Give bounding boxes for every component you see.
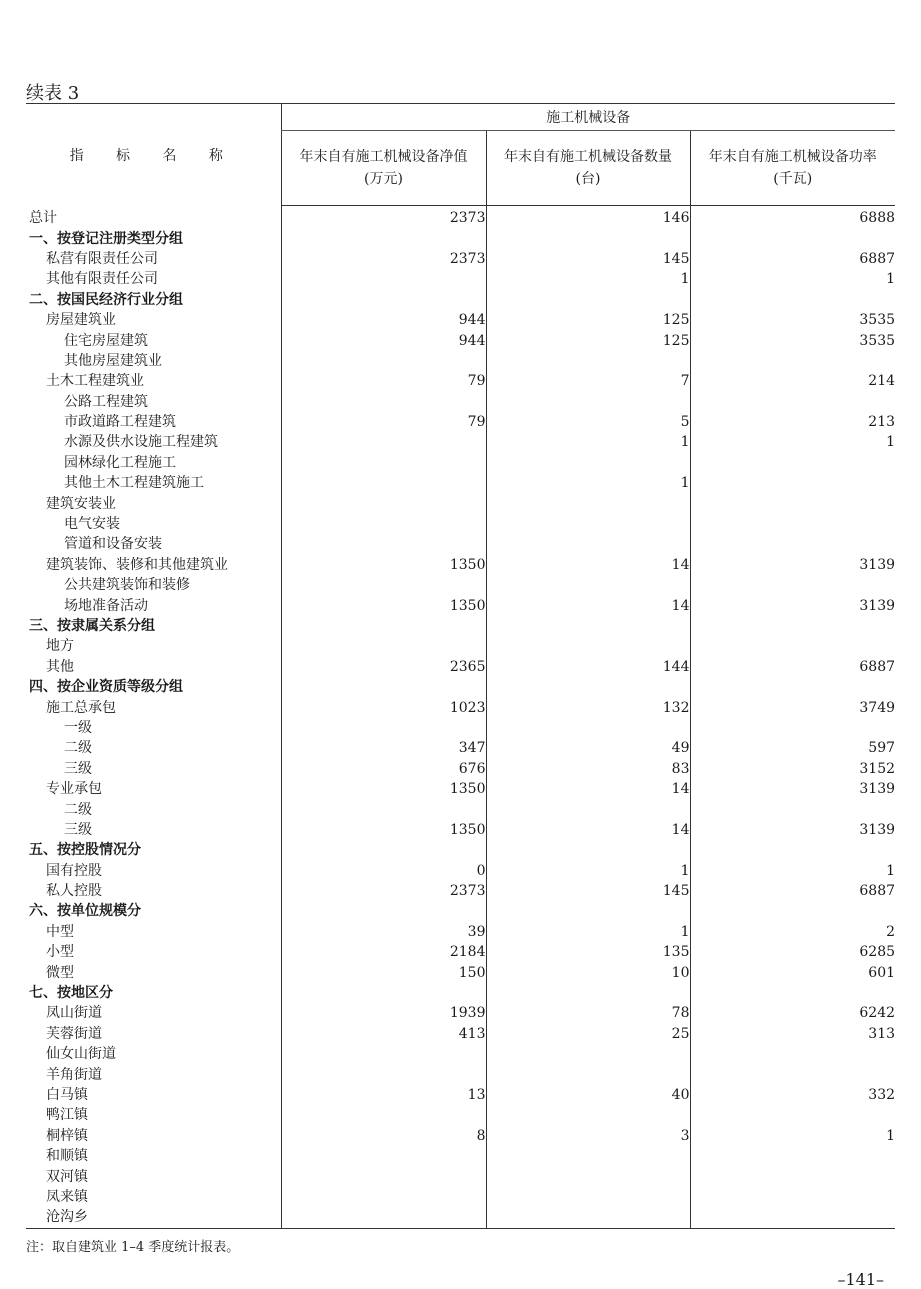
net-value-cell xyxy=(281,616,486,636)
power-cell: 313 xyxy=(690,1024,895,1044)
table-row xyxy=(26,412,895,432)
indicator-label-cell: 仙女山街道 xyxy=(46,1046,116,1063)
power-cell: 6888 xyxy=(690,206,895,229)
power-cell xyxy=(690,1044,895,1064)
quantity-cell xyxy=(486,636,690,656)
table-row xyxy=(26,1146,895,1166)
table-row xyxy=(26,881,895,901)
quantity-cell: 125 xyxy=(486,330,690,350)
table-row xyxy=(26,962,895,982)
quantity-cell xyxy=(486,1187,690,1207)
power-cell xyxy=(690,1064,895,1084)
net-value-cell xyxy=(281,290,486,310)
indicator-label-cell: 中型 xyxy=(46,923,74,940)
indicator-label-cell: 私营有限责任公司 xyxy=(46,250,158,267)
power-cell xyxy=(690,514,895,534)
power-cell: 1 xyxy=(690,861,895,881)
indicator-label-cell: 国有控股 xyxy=(46,862,102,879)
net-value-cell xyxy=(281,473,486,493)
indicator-label-cell: 公路工程建筑 xyxy=(64,393,148,410)
indicator-label-cell: 土木工程建筑业 xyxy=(46,373,144,390)
power-cell: 1 xyxy=(690,1126,895,1146)
table-row xyxy=(26,636,895,656)
net-value-cell xyxy=(281,1187,486,1207)
indicator-label-cell: 凤来镇 xyxy=(46,1188,88,1205)
indicator-label-cell: 沧沟乡 xyxy=(26,1207,281,1228)
net-value-cell: 944 xyxy=(281,330,486,350)
net-value-cell xyxy=(281,493,486,513)
power-cell: 3139 xyxy=(690,555,895,575)
quantity-cell xyxy=(486,290,690,310)
table-row xyxy=(26,330,895,350)
power-cell xyxy=(690,1166,895,1186)
indicator-label-cell: 鸭江镇 xyxy=(46,1107,88,1124)
indicator-label-cell: 二级 xyxy=(64,740,92,757)
power-cell: 3139 xyxy=(690,595,895,615)
power-cell: 332 xyxy=(690,1085,895,1105)
net-value-cell: 1023 xyxy=(281,697,486,717)
quantity-cell xyxy=(486,677,690,697)
footnote: 注：取自建筑业 1–4 季度统计报表。 xyxy=(26,1240,240,1255)
indicator-label-cell: 其他有限责任公司 xyxy=(46,271,158,288)
power-cell: 214 xyxy=(690,371,895,391)
table-row xyxy=(26,1187,895,1207)
indicator-label-cell: 其他 xyxy=(46,658,74,675)
indicator-label-cell: 施工总承包 xyxy=(46,699,116,716)
net-value-cell xyxy=(281,1064,486,1084)
net-value-cell xyxy=(281,534,486,554)
table-row xyxy=(26,1085,895,1105)
power-header xyxy=(690,131,895,206)
net-value-cell xyxy=(281,351,486,371)
quantity-cell: 40 xyxy=(486,1085,690,1105)
quantity-cell: 83 xyxy=(486,759,690,779)
net-value-cell xyxy=(281,718,486,738)
indicator-label-cell: 建筑装饰、装修和其他建筑业 xyxy=(46,556,228,573)
power-cell xyxy=(690,493,895,513)
indicator-label-cell: 三级 xyxy=(64,760,92,777)
table-row xyxy=(26,453,895,473)
indicator-label-cell: 一级 xyxy=(64,719,92,736)
power-cell xyxy=(690,453,895,473)
quantity-cell: 135 xyxy=(486,942,690,962)
quantity-cell: 3 xyxy=(486,1126,690,1146)
table-row xyxy=(26,799,895,819)
net-value-cell xyxy=(281,228,486,248)
power-cell: 3152 xyxy=(690,759,895,779)
net-value-cell: 1350 xyxy=(281,595,486,615)
power-cell xyxy=(690,840,895,860)
net-value-cell xyxy=(281,1207,486,1228)
quantity-cell: 1 xyxy=(486,861,690,881)
power-cell xyxy=(690,799,895,819)
indicator-label-cell: 凤山街道 xyxy=(46,1005,102,1022)
net-value-cell xyxy=(281,636,486,656)
indicator-label-cell: 微型 xyxy=(46,964,74,981)
indicator-label-cell: 双河镇 xyxy=(46,1168,88,1185)
table-row xyxy=(26,983,895,1003)
net-value-cell: 2373 xyxy=(281,206,486,229)
table-row xyxy=(26,432,895,452)
net-value-cell xyxy=(281,392,486,412)
table-row xyxy=(26,779,895,799)
power-header-unit: (千瓦) xyxy=(773,171,813,187)
power-cell xyxy=(690,677,895,697)
power-cell xyxy=(690,392,895,412)
quantity-cell xyxy=(486,493,690,513)
indicator-label-cell: 房屋建筑业 xyxy=(46,312,116,329)
table-row xyxy=(26,595,895,615)
quantity-cell xyxy=(486,1044,690,1064)
indicator-label-cell: 场地准备活动 xyxy=(64,597,148,614)
table-row xyxy=(26,1064,895,1084)
quantity-cell xyxy=(486,1105,690,1125)
quantity-cell xyxy=(486,1146,690,1166)
power-cell xyxy=(690,901,895,921)
indicator-label-cell: 电气安装 xyxy=(64,516,120,533)
group-heading-cell: 七、按地区分 xyxy=(29,985,113,1002)
table-row xyxy=(26,759,895,779)
net-value-header-unit: (万元) xyxy=(364,171,403,187)
net-value-header xyxy=(281,131,486,206)
net-value-cell: 150 xyxy=(281,962,486,982)
power-cell: 6887 xyxy=(690,657,895,677)
table-row xyxy=(26,249,895,269)
quantity-header-unit: (台) xyxy=(575,171,601,187)
quantity-cell xyxy=(486,534,690,554)
indicator-label-cell: 和顺镇 xyxy=(46,1148,88,1165)
quantity-cell: 1 xyxy=(486,432,690,452)
table-row xyxy=(26,473,895,493)
statistics-table xyxy=(26,103,895,1229)
table-row xyxy=(26,922,895,942)
net-value-cell: 1350 xyxy=(281,555,486,575)
power-cell xyxy=(690,473,895,493)
indicator-label-cell: 三级 xyxy=(64,821,92,838)
table-row xyxy=(26,677,895,697)
net-value-cell: 1350 xyxy=(281,779,486,799)
table-row xyxy=(26,228,895,248)
net-value-cell: 79 xyxy=(281,412,486,432)
quantity-cell: 10 xyxy=(486,962,690,982)
quantity-cell: 14 xyxy=(486,595,690,615)
indicator-name-header: 指 标 名 称 xyxy=(26,104,281,206)
quantity-cell: 1 xyxy=(486,922,690,942)
table-row xyxy=(26,371,895,391)
indicator-label-cell: 芙蓉街道 xyxy=(46,1025,102,1042)
indicator-label-cell: 总计 xyxy=(29,209,57,226)
net-value-cell: 2373 xyxy=(281,249,486,269)
quantity-cell: 145 xyxy=(486,881,690,901)
power-cell: 6887 xyxy=(690,249,895,269)
quantity-cell: 14 xyxy=(486,555,690,575)
table-row xyxy=(26,1105,895,1125)
power-cell xyxy=(690,636,895,656)
quantity-cell xyxy=(486,514,690,534)
indicator-label-cell: 白马镇 xyxy=(46,1086,88,1103)
quantity-cell xyxy=(486,351,690,371)
power-cell: 6242 xyxy=(690,1003,895,1023)
quantity-cell: 1 xyxy=(486,473,690,493)
net-value-cell: 1939 xyxy=(281,1003,486,1023)
power-cell xyxy=(690,1105,895,1125)
power-cell: 3535 xyxy=(690,330,895,350)
power-cell: 597 xyxy=(690,738,895,758)
quantity-cell: 146 xyxy=(486,206,690,229)
power-cell: 3139 xyxy=(690,779,895,799)
table-row xyxy=(26,392,895,412)
net-value-cell xyxy=(281,432,486,452)
power-cell xyxy=(690,290,895,310)
net-value-cell xyxy=(281,1105,486,1125)
power-cell xyxy=(690,575,895,595)
indicator-label-cell: 羊角街道 xyxy=(46,1066,102,1083)
net-value-cell xyxy=(281,269,486,289)
quantity-cell xyxy=(486,1166,690,1186)
net-value-cell xyxy=(281,1044,486,1064)
quantity-cell: 7 xyxy=(486,371,690,391)
indicator-label-cell: 私人控股 xyxy=(46,883,102,900)
table-row xyxy=(26,534,895,554)
table-row xyxy=(26,942,895,962)
table-row xyxy=(26,514,895,534)
table-row xyxy=(26,840,895,860)
quantity-cell xyxy=(486,1064,690,1084)
net-value-cell: 413 xyxy=(281,1024,486,1044)
table-row xyxy=(26,493,895,513)
page-number: –141– xyxy=(837,1270,884,1289)
power-cell: 3535 xyxy=(690,310,895,330)
indicator-label-cell: 小型 xyxy=(46,944,74,961)
table-row xyxy=(26,616,895,636)
power-cell xyxy=(690,534,895,554)
quantity-cell: 14 xyxy=(486,820,690,840)
group-heading-cell: 五、按控股情况分 xyxy=(29,842,141,859)
power-cell: 1 xyxy=(690,432,895,452)
table-body xyxy=(26,206,895,1229)
quantity-cell: 25 xyxy=(486,1024,690,1044)
net-value-cell: 347 xyxy=(281,738,486,758)
quantity-cell xyxy=(486,983,690,1003)
net-value-cell xyxy=(281,799,486,819)
net-value-cell xyxy=(281,983,486,1003)
table-row xyxy=(26,310,895,330)
table-row xyxy=(26,861,895,881)
quantity-cell xyxy=(486,392,690,412)
quantity-cell xyxy=(486,718,690,738)
group-heading-cell: 三、按隶属关系分组 xyxy=(29,618,155,634)
table-row xyxy=(26,901,895,921)
table-row xyxy=(26,206,895,229)
table-row xyxy=(26,1003,895,1023)
power-cell xyxy=(690,1146,895,1166)
net-value-cell: 39 xyxy=(281,922,486,942)
table-row xyxy=(26,657,895,677)
table-row xyxy=(26,351,895,371)
power-cell xyxy=(690,1187,895,1207)
quantity-cell: 1 xyxy=(486,269,690,289)
power-cell: 3749 xyxy=(690,697,895,717)
indicator-label-cell: 专业承包 xyxy=(46,781,102,798)
quantity-header xyxy=(486,131,690,206)
quantity-cell: 125 xyxy=(486,310,690,330)
indicator-label-cell: 园林绿化工程施工 xyxy=(64,454,176,471)
net-value-cell xyxy=(281,453,486,473)
power-cell xyxy=(690,616,895,636)
indicator-label-cell: 地方 xyxy=(46,638,74,655)
power-cell: 601 xyxy=(690,962,895,982)
group-heading-cell: 二、按国民经济行业分组 xyxy=(29,291,183,308)
net-value-cell xyxy=(281,514,486,534)
indicator-label-cell: 其他土木工程建筑施工 xyxy=(64,475,204,492)
net-value-cell: 2365 xyxy=(281,657,486,677)
indicator-label-cell: 其他房屋建筑业 xyxy=(64,352,162,369)
quantity-cell: 144 xyxy=(486,657,690,677)
net-value-cell: 676 xyxy=(281,759,486,779)
quantity-cell: 132 xyxy=(486,697,690,717)
table-row xyxy=(26,738,895,758)
net-value-cell: 2373 xyxy=(281,881,486,901)
quantity-cell: 5 xyxy=(486,412,690,432)
power-cell xyxy=(690,1207,895,1228)
net-value-cell: 79 xyxy=(281,371,486,391)
quantity-cell: 49 xyxy=(486,738,690,758)
quantity-cell xyxy=(486,901,690,921)
power-header-title: 年末自有施工机械设备功率 xyxy=(708,149,877,165)
net-value-cell: 13 xyxy=(281,1085,486,1105)
quantity-cell: 145 xyxy=(486,249,690,269)
group-heading-cell: 六、按单位规模分 xyxy=(29,903,141,920)
power-cell xyxy=(690,351,895,371)
net-value-cell: 0 xyxy=(281,861,486,881)
net-value-cell: 8 xyxy=(281,1126,486,1146)
indicator-label-cell: 建筑安装业 xyxy=(46,495,116,512)
quantity-cell xyxy=(486,1207,690,1228)
indicator-label-cell: 住宅房屋建筑 xyxy=(64,332,148,349)
quantity-cell: 78 xyxy=(486,1003,690,1023)
net-value-cell xyxy=(281,901,486,921)
net-value-cell xyxy=(281,1146,486,1166)
power-cell: 1 xyxy=(690,269,895,289)
net-value-cell xyxy=(281,575,486,595)
indicator-label-cell: 市政道路工程建筑 xyxy=(64,414,176,431)
power-cell xyxy=(690,983,895,1003)
table-row xyxy=(26,555,895,575)
power-cell xyxy=(690,228,895,248)
net-value-cell: 2184 xyxy=(281,942,486,962)
table-row xyxy=(26,1207,895,1228)
group-heading-cell: 一、按登记注册类型分组 xyxy=(29,230,183,247)
power-cell: 6285 xyxy=(690,942,895,962)
quantity-cell xyxy=(486,575,690,595)
power-cell xyxy=(690,718,895,738)
table-row xyxy=(26,1166,895,1186)
quantity-cell xyxy=(486,616,690,636)
net-value-cell: 944 xyxy=(281,310,486,330)
table-row xyxy=(26,1044,895,1064)
table-row xyxy=(26,697,895,717)
power-cell: 3139 xyxy=(690,820,895,840)
table-row xyxy=(26,718,895,738)
indicator-label-cell: 桐梓镇 xyxy=(46,1127,88,1144)
net-value-cell xyxy=(281,1166,486,1186)
table-row xyxy=(26,269,895,289)
table-row xyxy=(26,820,895,840)
indicator-label-cell: 管道和设备安装 xyxy=(64,536,162,553)
quantity-cell xyxy=(486,799,690,819)
table-row xyxy=(26,1024,895,1044)
indicator-label-cell: 公共建筑装饰和装修 xyxy=(64,577,190,594)
continuation-title: 续表 3 xyxy=(26,83,80,104)
table-row xyxy=(26,575,895,595)
table-row xyxy=(26,1126,895,1146)
quantity-cell xyxy=(486,840,690,860)
quantity-cell: 14 xyxy=(486,779,690,799)
power-cell: 2 xyxy=(690,922,895,942)
quantity-header-title: 年末自有施工机械设备数量 xyxy=(504,149,672,165)
net-value-cell xyxy=(281,840,486,860)
table-header xyxy=(26,104,895,206)
power-cell: 213 xyxy=(690,412,895,432)
indicator-label-cell: 水源及供水设施工程建筑 xyxy=(64,434,218,451)
net-value-cell: 1350 xyxy=(281,820,486,840)
table-row xyxy=(26,290,895,310)
net-value-header-title: 年末自有施工机械设备净值 xyxy=(299,149,468,165)
power-cell: 6887 xyxy=(690,881,895,901)
quantity-cell xyxy=(486,228,690,248)
group-heading-cell: 四、按企业资质等级分组 xyxy=(29,679,183,696)
machinery-group-header: 施工机械设备 xyxy=(281,104,895,131)
quantity-cell xyxy=(486,453,690,473)
indicator-label-cell: 二级 xyxy=(64,801,92,818)
net-value-cell xyxy=(281,677,486,697)
